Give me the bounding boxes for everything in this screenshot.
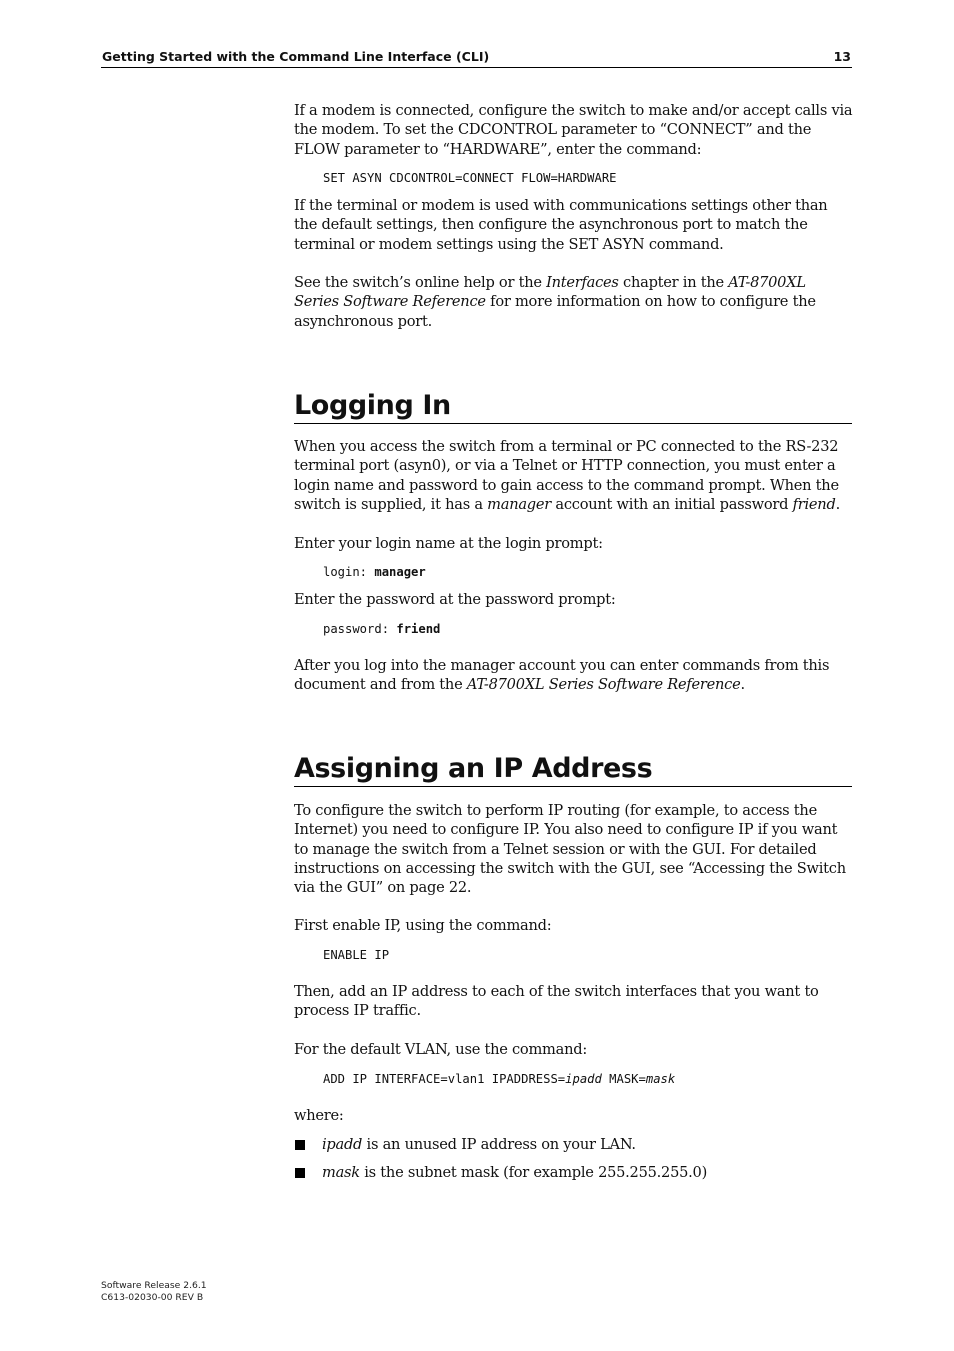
code-value: friend: [396, 622, 441, 636]
ip-paragraph-where: where:: [294, 1107, 344, 1124]
ip-paragraph-3: Then, add an IP address to each of the switch interfaces that you want to process IP traffic.: [294, 983, 819, 1020]
footer-doc-id: C613-02030-00 REV B: [101, 1291, 204, 1303]
code-value: manager: [374, 565, 426, 579]
header-title: Getting Started with the Command Line Interface (CLI): [102, 49, 490, 64]
text-run: See the switch’s online help or the: [294, 274, 547, 291]
ip-paragraph-2: First enable IP, using the command:: [294, 917, 552, 934]
text-run: is the subnet mask (for example 255.255.255.0): [359, 1164, 708, 1181]
text-run: chapter in the: [618, 274, 729, 291]
list-item-text: [322, 1135, 636, 1154]
list-item-text: [322, 1163, 707, 1182]
code-enable-ip: ENABLE IP: [323, 948, 390, 962]
italic-run: manager: [487, 495, 552, 513]
code-login: [323, 564, 426, 580]
code-prefix: password:: [323, 622, 397, 636]
ip-paragraph-1: To configure the switch to perform IP routing (for example, to access the Internet) you need to configure IP. You also need to configure IP if you want to manage the switch from a Telnet session or with the GUI. For detailed instructions on accessing the switch with the GUI, see “Accessing the Switch via the GUI” on page 22.: [294, 802, 846, 897]
logging-paragraph-3: Enter the password at the password prompt:: [294, 591, 616, 608]
footer-release: Software Release 2.6.1: [101, 1280, 207, 1291]
code-italic: ipadd: [565, 1072, 602, 1086]
code-italic: mask: [645, 1072, 676, 1086]
logging-paragraph-1: [294, 437, 854, 514]
text-run: .: [740, 676, 745, 694]
code-text: ADD IP INTERFACE=vlan1 IPADDRESS=: [323, 1072, 566, 1086]
text-run: account with an initial password: [551, 495, 793, 513]
italic-term: ipadd: [322, 1136, 363, 1153]
page-footer: [101, 1280, 207, 1303]
logging-paragraph-4: [294, 656, 854, 695]
intro-paragraph-3: [294, 273, 854, 331]
page-number: 13: [833, 49, 851, 64]
logging-paragraph-2: Enter your login name at the login prompt:: [294, 535, 603, 552]
intro-paragraph-1: If a modem is connected, configure the switch to make and/or accept calls via the modem. To set the CDCONTROL parameter to “CONNECT” and the FLOW parameter to “HARDWARE”, enter the command:: [294, 102, 853, 158]
text-run: .: [835, 495, 840, 513]
text-run: When you access the switch from a terminal or PC connected to the RS-232 terminal port (asyn0), or via a Telnet or HTTP connection, you must enter a login name and password to gain access to the command prompt. When the switch is supplied, it has a: [294, 438, 839, 513]
italic-term: mask: [322, 1164, 360, 1181]
code-set-asyn: SET ASYN CDCONTROL=CONNECT FLOW=HARDWARE: [323, 171, 617, 185]
bullet-square-icon: [295, 1168, 305, 1178]
code-prefix: login:: [323, 565, 375, 579]
code-text: MASK=: [601, 1072, 646, 1086]
text-run: for more information on how to configure the asynchronous port.: [294, 293, 816, 330]
italic-run: Interfaces: [546, 274, 619, 291]
italic-run: AT-8700XL Series Software Reference: [466, 676, 741, 694]
text-run: is an unused IP address on your LAN.: [362, 1136, 636, 1153]
italic-run: friend: [792, 495, 836, 513]
italic-run: AT-8700XL Series Software Reference: [294, 274, 806, 311]
heading-assigning-ip: Assigning an IP Address: [294, 752, 852, 787]
heading-logging-in: Logging In: [294, 389, 852, 424]
code-add-ip-interface: [323, 1071, 675, 1087]
text-run: After you log into the manager account you can enter commands from this document and from the: [294, 657, 830, 694]
ip-paragraph-4: For the default VLAN, use the command:: [294, 1041, 587, 1058]
code-password: [323, 621, 440, 637]
intro-paragraph-2: If the terminal or modem is used with communications settings other than the default settings, then configure the asynchronous port to match the terminal or modem settings using the SET ASYN command.: [294, 197, 828, 253]
running-header: [101, 48, 852, 68]
bullet-square-icon: [295, 1140, 305, 1150]
